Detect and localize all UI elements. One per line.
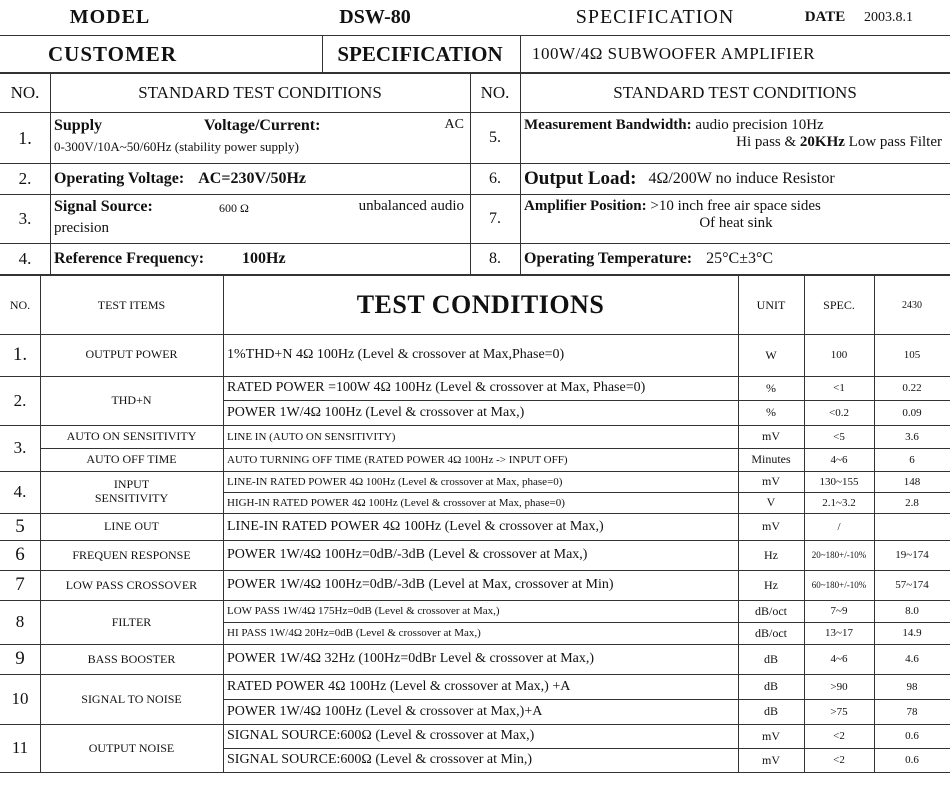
std-row-4	[0, 244, 950, 274]
test-condition: POWER 1W/4Ω 32Hz (100Hz=0dBr Level & crossover at Max,)	[227, 651, 595, 666]
test-item: FILTER	[111, 614, 152, 629]
test-spec: 4~6	[830, 653, 848, 665]
std-row-2	[0, 164, 950, 194]
std-text: Supply	[54, 117, 103, 134]
test-item: INPUT SENSITIVITY	[94, 477, 169, 505]
test-condition: POWER 1W/4Ω 100Hz (Level & crossover at Max,)+A	[227, 703, 543, 719]
std-text: 25°C±3°C	[706, 250, 774, 267]
std-text: Amplifier Position:	[524, 198, 647, 214]
model-value: DSW-80	[339, 6, 411, 28]
test-no: 2.	[13, 390, 27, 410]
std-text: Hi pass &	[736, 134, 797, 150]
header-row-1	[0, 0, 950, 35]
test-unit: mV	[762, 429, 780, 443]
test-result: 78	[906, 705, 918, 718]
test-spec: 100	[830, 349, 848, 361]
test-spec: <1	[833, 382, 845, 394]
test-result: 98	[906, 680, 918, 693]
test-condition: SIGNAL SOURCE:600Ω (Level & crossover at Max,)	[227, 728, 535, 743]
test-no: 7	[15, 574, 25, 595]
std-text: AC	[444, 117, 464, 132]
test-no: 1.	[12, 344, 28, 365]
test-result: 19~174	[895, 549, 929, 561]
test-unit: mV	[762, 474, 780, 488]
test-result: 57~174	[895, 579, 929, 591]
test-condition: POWER 1W/4Ω 100Hz (Level & crossover at Max,)	[227, 404, 525, 420]
divider	[520, 74, 521, 274]
std-text: unbalanced audio	[358, 198, 464, 214]
test-no: 8	[15, 612, 25, 631]
spec2-label: SPECIFICATION	[337, 41, 503, 66]
divider	[874, 276, 875, 772]
test-condition: SIGNAL SOURCE:600Ω (Level & crossover at Min,)	[227, 752, 533, 767]
divider	[50, 74, 51, 274]
test-unit: %	[766, 405, 776, 419]
std-row-3	[0, 195, 950, 243]
std-text: Output Load:	[524, 168, 637, 189]
test-unit: dB	[763, 704, 778, 718]
divider	[738, 276, 739, 772]
std-no: 7.	[489, 210, 501, 227]
test-condition: RATED POWER 4Ω 100Hz (Level & crossover at Max,) +A	[227, 678, 571, 694]
divider	[40, 276, 41, 772]
test-spec: <5	[833, 430, 845, 443]
col-header-spec: SPEC.	[823, 297, 855, 312]
test-no: 5	[15, 515, 25, 537]
test-result: 0.22	[902, 382, 922, 394]
divider	[223, 772, 950, 773]
divider	[804, 276, 805, 772]
test-unit: mV	[762, 519, 780, 533]
divider	[520, 36, 521, 72]
test-item: OUTPUT NOISE	[88, 740, 175, 755]
test-condition: LINE IN (AUTO ON SENSITIVITY)	[227, 430, 396, 443]
test-item: THD+N	[111, 393, 152, 407]
std-title-left: STANDARD TEST CONDITIONS	[138, 83, 382, 102]
test-no: 4.	[13, 482, 27, 501]
test-condition: POWER 1W/4Ω 100Hz=0dB/-3dB (Level & crossover at Max,)	[227, 547, 588, 562]
test-condition: RATED POWER =100W 4Ω 100Hz (Level & crossover at Max, Phase=0)	[227, 380, 646, 395]
test-spec: >90	[830, 680, 848, 693]
test-spec: 60~180+/-10%	[811, 580, 867, 590]
test-unit: V	[766, 495, 776, 509]
std-text: 100Hz	[242, 250, 286, 267]
test-unit: Hz	[764, 547, 778, 562]
test-result: 4.6	[905, 653, 919, 665]
std-text: audio precision 10Hz	[695, 117, 824, 133]
std-text: 4Ω/200W no induce Resistor	[648, 170, 835, 187]
test-spec: <2	[833, 730, 845, 742]
test-item: AUTO ON SENSITIVITY	[66, 429, 197, 443]
std-text: Operating Temperature:	[524, 250, 693, 267]
test-spec: 13~17	[825, 627, 853, 639]
col-header-result: 2430	[902, 299, 922, 311]
test-result: 105	[903, 349, 921, 361]
test-result: 6	[909, 453, 915, 466]
divider	[470, 74, 471, 274]
test-header-row	[0, 276, 950, 334]
test-spec: 20~180+/-10%	[811, 550, 867, 560]
test-result	[874, 513, 950, 540]
test-result: 0.09	[902, 406, 922, 419]
std-no: 3.	[18, 209, 32, 228]
test-condition: HI PASS 1W/4Ω 20Hz=0dB (Level & crossover at Max,)	[227, 627, 481, 639]
std-title-right: STANDARD TEST CONDITIONS	[613, 83, 857, 102]
std-no: 6.	[489, 170, 501, 187]
std-no: 8.	[489, 250, 501, 267]
test-item: LINE OUT	[104, 519, 159, 533]
test-condition: HIGH-IN RATED POWER 4Ω 100Hz (Level & crossover at Max, phase=0)	[227, 496, 565, 509]
col-header-no: NO.	[9, 297, 31, 312]
std-text: AC=230V/50Hz	[198, 170, 306, 187]
test-item: FREQUEN RESPONSE	[72, 547, 191, 562]
std-no: 1.	[18, 127, 32, 148]
divider	[223, 276, 224, 772]
test-condition: LOW PASS 1W/4Ω 175Hz=0dB (Level & crossover at Max,)	[227, 605, 500, 617]
test-unit: %	[766, 380, 776, 395]
std-text: Operating Voltage:	[54, 170, 185, 187]
test-spec: 7~9	[830, 605, 848, 617]
test-unit: dB	[763, 651, 778, 666]
std-row-1	[0, 113, 950, 163]
test-unit: W	[765, 347, 777, 362]
std-no: 2.	[18, 169, 32, 188]
test-unit: Minutes	[751, 452, 791, 466]
test-item: BASS BOOSTER	[87, 651, 176, 666]
test-spec: 2.1~3.2	[822, 496, 856, 509]
std-no: 4.	[18, 249, 32, 268]
test-unit: dB/oct	[755, 625, 787, 640]
std-no-label-left: NO.	[10, 83, 40, 102]
test-result: 0.6	[905, 754, 919, 766]
test-spec: <2	[833, 754, 845, 766]
test-result: 2.8	[905, 496, 919, 509]
std-text: 600 Ω	[219, 201, 249, 215]
test-item: OUTPUT POWER	[85, 347, 178, 362]
test-spec: 130~155	[819, 475, 859, 488]
std-text: 0-300V/10A~50/60Hz (stability power supply)	[54, 139, 299, 154]
customer-label: CUSTOMER	[48, 41, 177, 66]
test-condition: LINE-IN RATED POWER 4Ω 100Hz (Level & crossover at Max, phase=0)	[227, 475, 563, 488]
test-no: 10	[11, 689, 29, 708]
std-no: 5.	[489, 129, 501, 146]
test-condition: 1%THD+N 4Ω 100Hz (Level & crossover at Max,Phase=0)	[227, 347, 565, 362]
std-text: Measurement Bandwidth:	[524, 117, 692, 133]
spec2-value: 100W/4Ω SUBWOOFER AMPLIFIER	[532, 44, 816, 63]
divider	[322, 36, 323, 72]
date-label: DATE	[804, 9, 846, 25]
std-text: Low pass Filter	[848, 134, 942, 150]
test-spec: /	[837, 520, 841, 533]
test-condition: AUTO TURNING OFF TIME (RATED POWER 4Ω 100Hz -> INPUT OFF)	[227, 453, 568, 466]
test-unit: mV	[762, 752, 780, 767]
header-row-2	[0, 36, 950, 72]
std-text: Reference Frequency:	[54, 250, 205, 267]
spec-label: SPECIFICATION	[575, 6, 735, 28]
test-result: 14.9	[902, 627, 922, 639]
test-result: 0.6	[905, 730, 919, 742]
test-unit: dB	[763, 679, 778, 693]
col-header-conditions: TEST CONDITIONS	[356, 290, 605, 319]
test-unit: mV	[762, 728, 780, 743]
test-no: 3.	[13, 438, 27, 457]
col-header-unit: UNIT	[756, 297, 786, 312]
test-unit: dB/oct	[755, 603, 787, 618]
test-result: 3.6	[905, 430, 919, 443]
test-spec: 4~6	[830, 453, 848, 466]
std-text: >10 inch free air space sides	[650, 198, 821, 214]
test-no: 11	[11, 738, 29, 757]
std-no-label-right: NO.	[480, 83, 510, 102]
col-header-items: TEST ITEMS	[97, 297, 166, 312]
divider	[40, 772, 223, 773]
std-text: Voltage/Current:	[204, 117, 321, 134]
test-result: 148	[903, 475, 921, 488]
test-item: SIGNAL TO NOISE	[81, 691, 182, 706]
std-text: Signal Source:	[54, 198, 153, 215]
std-header-row	[0, 74, 950, 112]
date-value: 2003.8.1	[864, 9, 913, 25]
test-result: 8.0	[905, 605, 919, 617]
test-no: 9	[15, 648, 25, 669]
std-text: 20KHz	[799, 134, 845, 150]
test-condition: LINE-IN RATED POWER 4Ω 100Hz (Level & crossover at Max,)	[227, 518, 604, 534]
divider	[0, 772, 40, 773]
test-unit: Hz	[764, 577, 778, 592]
test-item: AUTO OFF TIME	[86, 452, 177, 466]
std-text: precision	[54, 220, 109, 236]
test-item: LOW PASS CROSSOVER	[65, 577, 198, 592]
model-label: MODEL	[69, 6, 151, 28]
test-spec: >75	[830, 705, 848, 718]
test-spec: <0.2	[829, 406, 849, 419]
test-no: 6	[15, 544, 25, 565]
test-condition: POWER 1W/4Ω 100Hz=0dB/-3dB (Level at Max, crossover at Min)	[227, 577, 614, 592]
std-text: Of heat sink	[699, 215, 773, 231]
